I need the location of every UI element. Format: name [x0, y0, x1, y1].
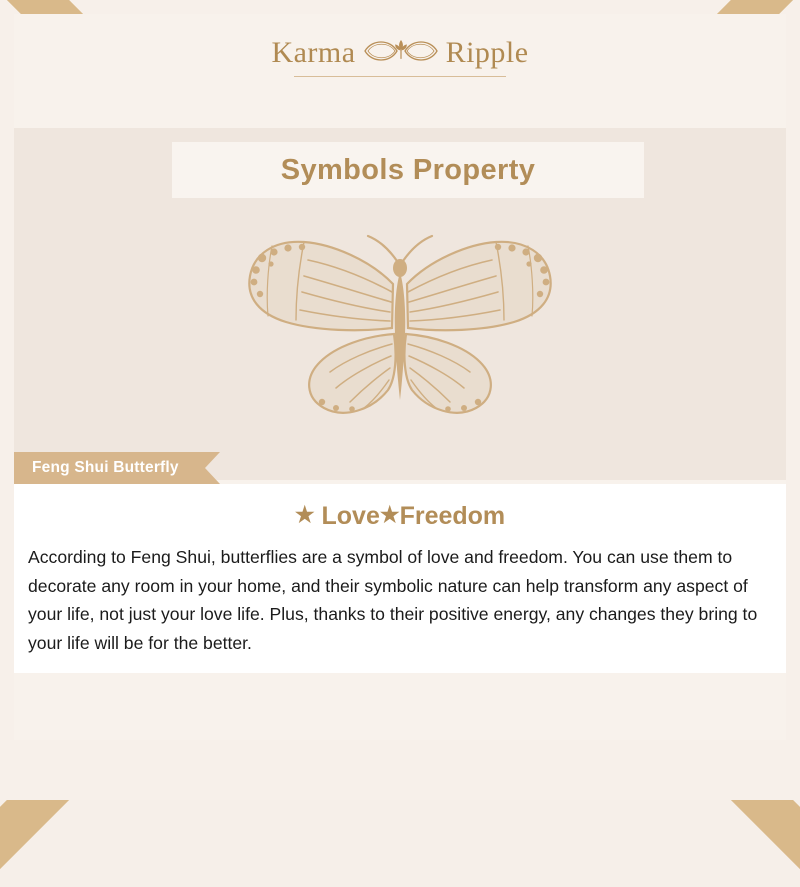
star-icon-left: ★: [294, 502, 315, 527]
status-badge-label: Feng Shui Butterfly: [32, 459, 179, 476]
lotus-infinity-ornament-icon: [362, 34, 440, 72]
star-icon-right: ★: [379, 502, 400, 527]
content-paragraph: According to Feng Shui, butterflies are a symbol of love and freedom. You can use them to decorate any room in your home, and their symbolic nature can help transform any aspect of your life, not just your love life. Plus, thanks to their positive energy, any changes they bring to your life will be for the better.: [28, 547, 758, 653]
content-subheading: [14, 502, 786, 531]
brand-word-right: Ripple: [445, 36, 529, 69]
brand-word-left: Karma: [271, 36, 356, 69]
page-title-band: [172, 142, 644, 198]
status-badge: [14, 452, 205, 484]
content-block: [14, 484, 786, 673]
brand-logo: [0, 34, 800, 77]
subheading-love: Love: [314, 502, 380, 530]
butterfly-illustration-icon: [14, 214, 786, 459]
brand-underline-divider: [294, 76, 506, 77]
footer-spacer: [0, 740, 800, 800]
badge-notch: [205, 452, 220, 484]
hero-panel: [14, 128, 786, 480]
brand-row: [271, 34, 528, 72]
subheading-freedom: Freedom: [399, 502, 506, 530]
page-title: Symbols Property: [280, 153, 536, 186]
